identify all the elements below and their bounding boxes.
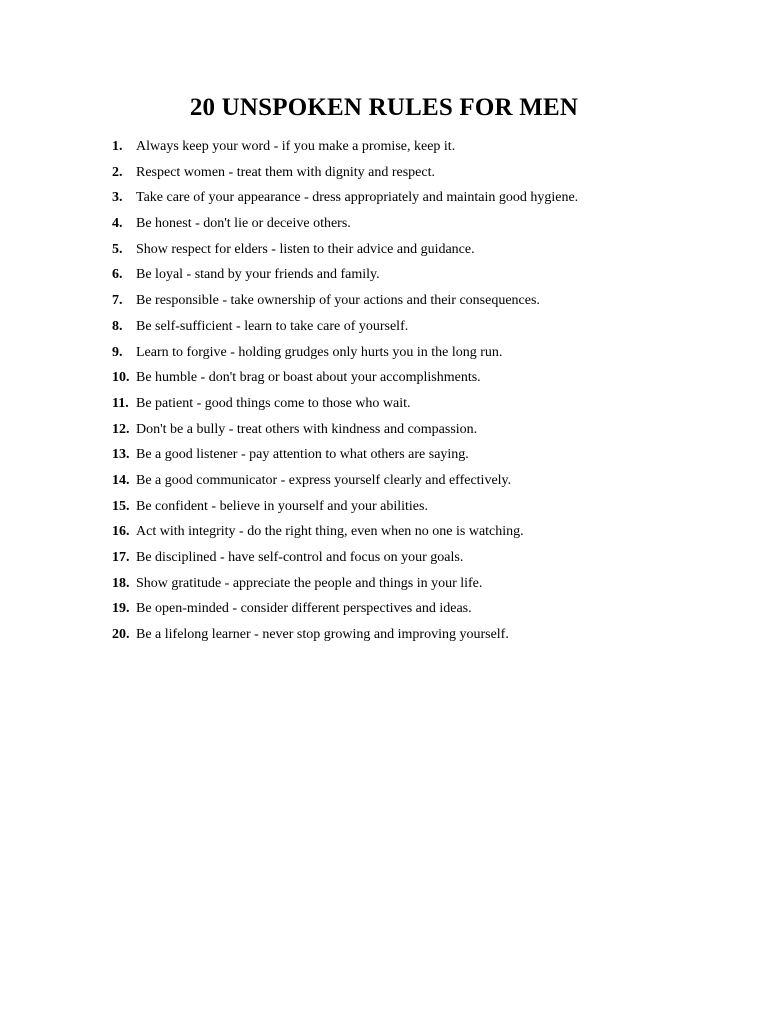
list-item xyxy=(112,545,732,571)
rule-number: 18. xyxy=(112,575,130,591)
rule-number: 3. xyxy=(112,190,123,206)
rule-text: Be loyal - stand by your friends and family. xyxy=(136,267,380,283)
rule-text: Be humble - don't brag or boast about your accomplishments. xyxy=(136,370,481,386)
list-item xyxy=(112,237,732,263)
list-item xyxy=(112,622,732,648)
rule-number: 10. xyxy=(112,370,130,386)
rule-text: Always keep your word - if you make a promise, keep it. xyxy=(136,139,456,154)
rule-text: Show gratitude - appreciate the people and things in your life. xyxy=(136,575,483,591)
list-item xyxy=(112,365,732,391)
list-item xyxy=(112,391,732,417)
rule-number: 17. xyxy=(112,550,130,565)
list-item xyxy=(112,262,732,288)
rule-number: 7. xyxy=(112,293,123,309)
rule-text: Be a good listener - pay attention to what others are saying. xyxy=(136,447,469,463)
rule-number: 20. xyxy=(112,627,130,643)
list-item xyxy=(112,417,732,443)
rule-number: 14. xyxy=(112,472,130,488)
rule-text: Show respect for elders - listen to their advice and guidance. xyxy=(136,241,475,257)
rule-number: 1. xyxy=(112,139,123,154)
rule-number: 15. xyxy=(112,498,130,514)
rule-text: Be self-sufficient - learn to take care of yourself. xyxy=(136,318,409,334)
rule-text: Act with integrity - do the right thing, even when no one is watching. xyxy=(136,524,524,540)
list-item xyxy=(112,160,732,186)
list-item xyxy=(112,494,732,520)
rule-text: Learn to forgive - holding grudges only hurts you in the long run. xyxy=(136,344,503,360)
rule-text: Be confident - believe in yourself and your abilities. xyxy=(136,498,428,514)
rule-number: 19. xyxy=(112,601,130,617)
rule-number: 4. xyxy=(112,216,123,232)
rule-text: Be open-minded - consider different perspectives and ideas. xyxy=(136,601,472,617)
rule-text: Be honest - don't lie or deceive others. xyxy=(136,216,351,232)
rule-number: 11. xyxy=(112,395,129,411)
page-title: 20 UNSPOKEN RULES FOR MEN xyxy=(189,94,579,121)
list-item xyxy=(112,314,732,340)
list-item xyxy=(112,288,732,314)
list-item xyxy=(112,185,732,211)
rule-number: 13. xyxy=(112,447,130,463)
rule-text: Be responsible - take ownership of your actions and their consequences. xyxy=(136,293,540,309)
rule-text: Respect women - treat them with dignity and respect. xyxy=(136,164,435,180)
list-item xyxy=(112,442,732,468)
rule-text: Be a lifelong learner - never stop growing and improving yourself. xyxy=(136,627,509,643)
list-item xyxy=(112,519,732,545)
list-item xyxy=(112,340,732,366)
list-item xyxy=(112,134,732,160)
rule-text: Be a good communicator - express yourself clearly and effectively. xyxy=(136,472,512,488)
rule-text: Take care of your appearance - dress appropriately and maintain good hygiene. xyxy=(136,190,579,206)
list-item xyxy=(112,571,732,597)
rule-number: 9. xyxy=(112,344,123,360)
list-item xyxy=(112,211,732,237)
rule-text: Don't be a bully - treat others with kindness and compassion. xyxy=(136,421,478,437)
rule-number: 6. xyxy=(112,267,123,283)
list-item xyxy=(112,468,732,494)
rules-list xyxy=(112,134,732,648)
rule-text: Be disciplined - have self-control and focus on your goals. xyxy=(136,550,464,565)
rule-number: 8. xyxy=(112,318,123,334)
rule-number: 12. xyxy=(112,421,130,437)
rule-number: 16. xyxy=(112,524,130,540)
list-item xyxy=(112,596,732,622)
rule-number: 2. xyxy=(112,164,123,180)
rule-text: Be patient - good things come to those who wait. xyxy=(136,395,411,411)
rule-number: 5. xyxy=(112,241,123,257)
